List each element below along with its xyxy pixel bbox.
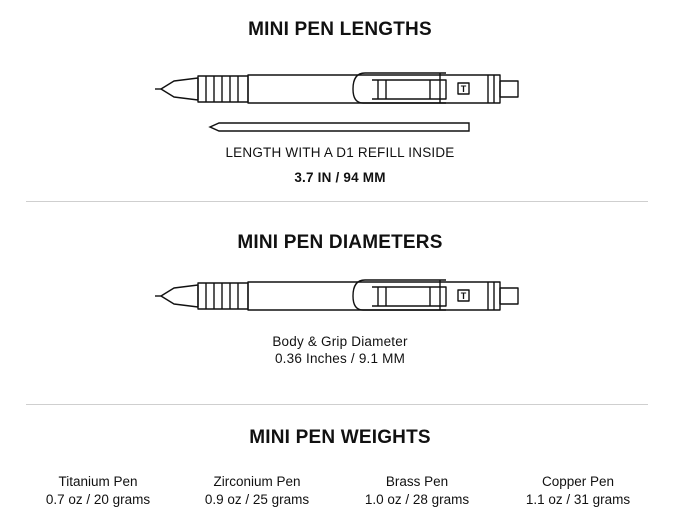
lengths-title: MINI PEN LENGTHS — [248, 19, 432, 40]
section-divider — [26, 201, 648, 202]
pen-logo-text: T — [460, 84, 467, 94]
pen-tip — [161, 78, 198, 100]
weight-item-name: Brass Pen — [385, 474, 449, 489]
weight-item-name: Titanium Pen — [58, 474, 138, 489]
weight-item-brass — [332, 473, 502, 509]
lengths-value: 3.7 IN / 94 MM — [294, 170, 386, 185]
weight-item-value: 1.1 oz / 31 grams — [525, 492, 631, 507]
diameters-caption: Body & Grip Diameter — [272, 334, 408, 349]
weight-item-copper — [493, 473, 663, 509]
diameters-value: 0.36 Inches / 9.1 MM — [274, 351, 406, 366]
refill-illustration — [210, 123, 469, 131]
pen-diameter-illustration — [0, 212, 680, 332]
section-divider — [26, 404, 648, 405]
lengths-caption: LENGTH WITH A D1 REFILL INSIDE — [225, 145, 455, 160]
pen-plunger — [500, 81, 518, 97]
weight-item-name: Zirconium Pen — [213, 474, 301, 489]
weight-item-value: 0.9 oz / 25 grams — [204, 492, 310, 507]
weights-title: MINI PEN WEIGHTS — [249, 427, 431, 448]
pen-logo-text: T — [460, 291, 467, 301]
weight-item-value: 1.0 oz / 28 grams — [364, 492, 470, 507]
weight-item-value: 0.7 oz / 20 grams — [45, 492, 151, 507]
weight-item-zirconium — [172, 473, 342, 509]
pen-length-illustration — [0, 0, 680, 140]
diameters-title: MINI PEN DIAMETERS — [237, 232, 443, 253]
weight-item-name: Copper Pen — [541, 474, 615, 489]
weight-item-titanium — [13, 473, 183, 509]
